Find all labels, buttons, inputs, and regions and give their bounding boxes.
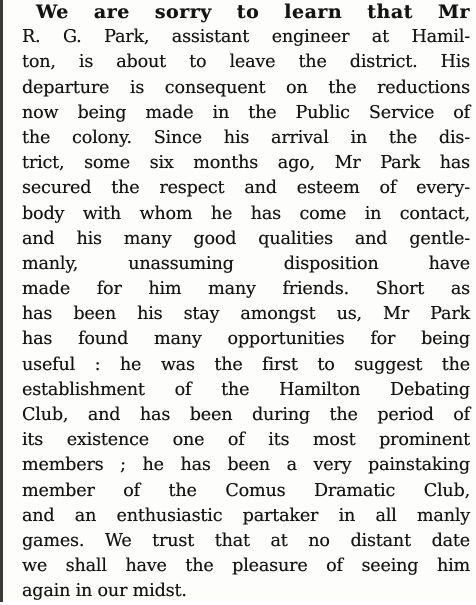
article-line: manly, unassuming disposition have (22, 253, 470, 274)
article-line: Club, and has been during the period of (22, 405, 470, 425)
article-line: body with whom he has come in contact, (22, 203, 470, 224)
article-line: has found many opportunities for being (22, 329, 470, 350)
article-line: games. We trust that at no distant date (22, 530, 470, 551)
article-line: has been his stay amongst us, Mr Park (22, 304, 470, 325)
article-line: trict, some six months ago, Mr Park has (22, 153, 470, 174)
article-line: the colony. Since his arrival in the dis- (22, 127, 470, 148)
article-line: secured the respect and esteem of every- (22, 178, 470, 199)
article-line: member of the Comus Dramatic Club, (22, 480, 470, 501)
article-line: and his many good qualities and gentle- (22, 228, 470, 249)
article-line: we shall have the pleasure of seeing him (22, 556, 470, 577)
column-rule (0, 0, 3, 602)
article-line: again in our midst. (22, 581, 187, 602)
article-line: useful : he was the first to suggest the (22, 354, 470, 375)
article-line: R. G. Park, assistant engineer at Hamil- (22, 27, 470, 48)
article-text (22, 0, 470, 605)
article-line: departure is consequent on the reductions (22, 77, 470, 98)
article-line: now being made in the Public Service of (22, 102, 470, 123)
article-line: We are sorry to learn that Mr (36, 1, 470, 23)
article-line: members ; he has been a very painstaking (22, 455, 470, 476)
article-line: its existence one of its most prominent (22, 430, 470, 451)
article-line: made for him many friends. Short as (22, 279, 470, 300)
article-line: ton, is about to leave the district. His (22, 52, 470, 73)
article-line: and an enthusiastic partaker in all manly (22, 505, 470, 526)
article-line: establishment of the Hamilton Debating (22, 379, 470, 400)
